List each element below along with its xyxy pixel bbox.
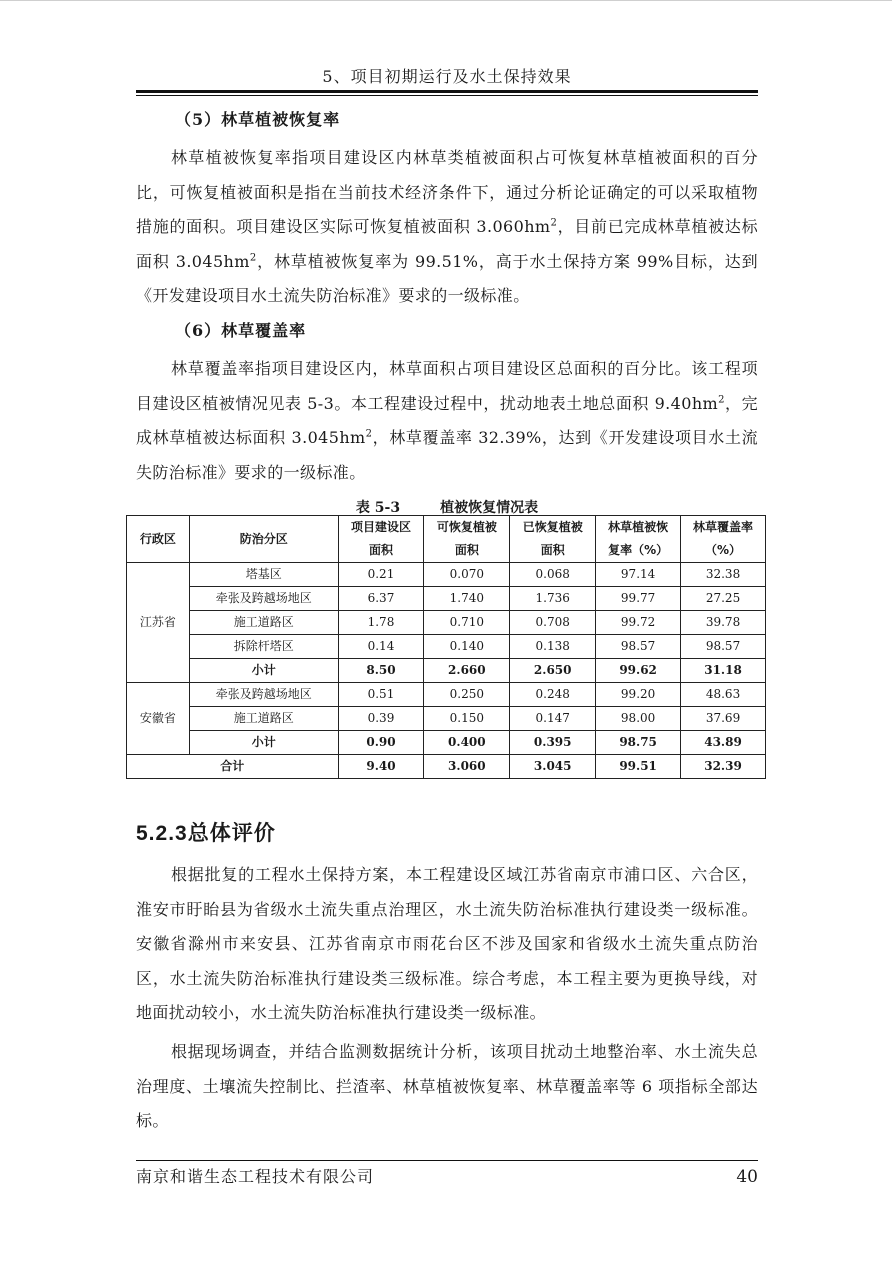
value-cell: 0.140 [424, 635, 510, 659]
value-cell: 97.14 [596, 563, 681, 587]
value-cell: 9.40 [338, 755, 424, 779]
header-line: （%） [705, 543, 742, 557]
value-cell: 27.25 [681, 587, 766, 611]
subtotal-row-jiangsu [127, 659, 766, 683]
table-title: 植被恢复情况表 [440, 500, 539, 517]
value-cell: 0.400 [424, 731, 510, 755]
header-line: 已恢复植被 [522, 520, 583, 534]
value-cell: 48.63 [681, 683, 766, 707]
value-cell: 99.62 [596, 659, 681, 683]
header-coverage-rate [681, 516, 766, 563]
text-segment: ，目前已完成林草植被达标面积 3.045hm [136, 217, 758, 271]
table-row [127, 683, 766, 707]
value-cell: 0.51 [338, 683, 424, 707]
header-line: 复率（%） [608, 543, 669, 557]
header-line: 面积 [454, 543, 479, 557]
value-cell: 3.060 [424, 755, 510, 779]
zone-cell: 施工道路区 [189, 707, 338, 731]
text-segment: 林草植被恢复率指项目建设区内林草类植被面积占可恢复林草植被面积的百分比，可恢复植被面积是指在当前技术经济条件下，通过分析论证确定的可以采取植物措施的面积。项目建设区实际可恢复植被面积 3.060hm [136, 148, 758, 237]
header-rule [136, 90, 758, 93]
value-cell: 1.736 [510, 587, 596, 611]
superscript: 2 [249, 252, 257, 264]
value-cell: 2.660 [424, 659, 510, 683]
header-project-area [338, 516, 424, 563]
value-cell: 0.248 [510, 683, 596, 707]
value-cell: 31.18 [681, 659, 766, 683]
header-line: 项目建设区 [350, 520, 411, 534]
subheading-vegetation-recovery: （5）林草植被恢复率 [175, 110, 341, 129]
running-header: 5、项目初期运行及水土保持效果 [322, 67, 572, 86]
value-cell: 0.250 [424, 683, 510, 707]
value-cell: 0.90 [338, 731, 424, 755]
header-line: 面积 [540, 543, 565, 557]
value-cell: 32.39 [681, 755, 766, 779]
paragraph-conclusion: 根据现场调查，并结合监测数据统计分析，该项目扰动土地整治率、水土流失总治理度、土壤流失控制比、拦渣率、林草植被恢复率、林草覆盖率等 6 项指标全部达标。 [136, 1041, 758, 1131]
value-cell: 0.710 [424, 611, 510, 635]
value-cell: 43.89 [681, 731, 766, 755]
value-cell: 2.650 [510, 659, 596, 683]
main-content [136, 107, 758, 528]
value-cell: 3.045 [510, 755, 596, 779]
value-cell: 98.00 [596, 707, 681, 731]
paragraph-standards: 根据批复的工程水土保持方案，本工程建设区域江苏省南京市浦口区、六合区，淮安市盱眙县为省级水土流失重点治理区，水土流失防治标准执行建设类一级标准。安徽省滁州市来安县、江苏省南京市雨花台区不涉及国家和省级水土流失重点防治区，水土流失防治标准执行建设类三级标准。综合考虑，本工程主要为更换导线，对地面扰动较小，水土流失防治标准执行建设类一级标准。 [136, 865, 758, 1023]
value-cell: 0.068 [510, 563, 596, 587]
value-cell: 1.78 [338, 611, 424, 635]
value-cell: 39.78 [681, 611, 766, 635]
section-title-text: 总体评价 [187, 820, 276, 845]
text-segment: ，林草覆盖率 32.39%，达到《开发建设项目水土流失防治标准》要求的一级标准。 [136, 428, 758, 482]
subtotal-label: 小计 [189, 659, 338, 683]
header-zone: 防治分区 [189, 516, 338, 563]
text-segment: ，林草植被恢复率为 99.51%，高于水土保持方案 99%目标，达到《开发建设项目水土流失防治标准》要求的一级标准。 [136, 251, 759, 306]
value-cell: 98.75 [596, 731, 681, 755]
value-cell: 98.57 [596, 635, 681, 659]
header-rule-thin [136, 95, 758, 96]
top-border [0, 0, 892, 1]
header-recovery-rate [596, 516, 681, 563]
text-segment: ，完成林草植被达标面积 3.045hm [136, 393, 758, 448]
section-heading-overall-evaluation [136, 818, 276, 849]
total-label: 合计 [127, 755, 339, 779]
value-cell: 0.138 [510, 635, 596, 659]
paragraph-vegetation-coverage [136, 352, 758, 490]
zone-cell: 塔基区 [189, 563, 338, 587]
paragraph-vegetation-recovery [136, 141, 758, 314]
subheading-vegetation-coverage: （6）林草覆盖率 [175, 320, 307, 340]
value-cell: 0.14 [338, 635, 424, 659]
table-header-row [127, 516, 766, 563]
superscript: 2 [365, 428, 373, 440]
overall-evaluation-content [136, 858, 758, 1139]
value-cell: 1.740 [424, 587, 510, 611]
header-line: 林草覆盖率 [693, 520, 754, 534]
table-row [127, 563, 766, 587]
table-row [127, 635, 766, 659]
zone-cell: 牵张及跨越场地区 [189, 587, 338, 611]
table-row [127, 587, 766, 611]
value-cell: 0.147 [510, 707, 596, 731]
total-row [127, 755, 766, 779]
region-cell-anhui: 安徽省 [127, 683, 190, 755]
value-cell: 6.37 [338, 587, 424, 611]
footer-rule [136, 1160, 758, 1161]
value-cell: 32.38 [681, 563, 766, 587]
table-number: 表 5-3 [355, 500, 401, 517]
header-region: 行政区 [127, 516, 190, 563]
zone-cell: 牵张及跨越场地区 [189, 683, 338, 707]
value-cell: 0.39 [338, 707, 424, 731]
footer-company: 南京和谐生态工程技术有限公司 [136, 1167, 375, 1186]
value-cell: 0.708 [510, 611, 596, 635]
section-number: 5.2.3 [136, 822, 188, 845]
zone-cell: 施工道路区 [189, 611, 338, 635]
header-line: 林草植被恢 [608, 520, 669, 534]
superscript: 2 [550, 217, 558, 229]
header-recoverable-area [424, 516, 510, 563]
text-segment: 林草覆盖率指项目建设区内，林草面积占项目建设区总面积的百分比。该工程项目建设区植被情况见表 5-3。本工程建设过程中，扰动地表土地总面积 9.40hm [136, 358, 758, 413]
subtotal-row-anhui [127, 731, 766, 755]
header-line: 面积 [368, 543, 393, 557]
value-cell: 0.070 [424, 563, 510, 587]
table-row [127, 707, 766, 731]
zone-cell: 拆除杆塔区 [189, 635, 338, 659]
value-cell: 0.150 [424, 707, 510, 731]
superscript: 2 [718, 394, 725, 406]
vegetation-recovery-table [126, 515, 766, 779]
table-row [127, 611, 766, 635]
value-cell: 37.69 [681, 707, 766, 731]
value-cell: 99.77 [596, 587, 681, 611]
value-cell: 99.72 [596, 611, 681, 635]
value-cell: 0.21 [338, 563, 424, 587]
value-cell: 99.20 [596, 683, 681, 707]
value-cell: 98.57 [681, 635, 766, 659]
value-cell: 99.51 [596, 755, 681, 779]
header-line: 可恢复植被 [436, 520, 497, 534]
header-recovered-area [510, 516, 596, 563]
page-number: 40 [736, 1167, 758, 1187]
region-cell-jiangsu: 江苏省 [127, 563, 190, 683]
subtotal-label: 小计 [189, 731, 338, 755]
value-cell: 0.395 [510, 731, 596, 755]
value-cell: 8.50 [338, 659, 424, 683]
